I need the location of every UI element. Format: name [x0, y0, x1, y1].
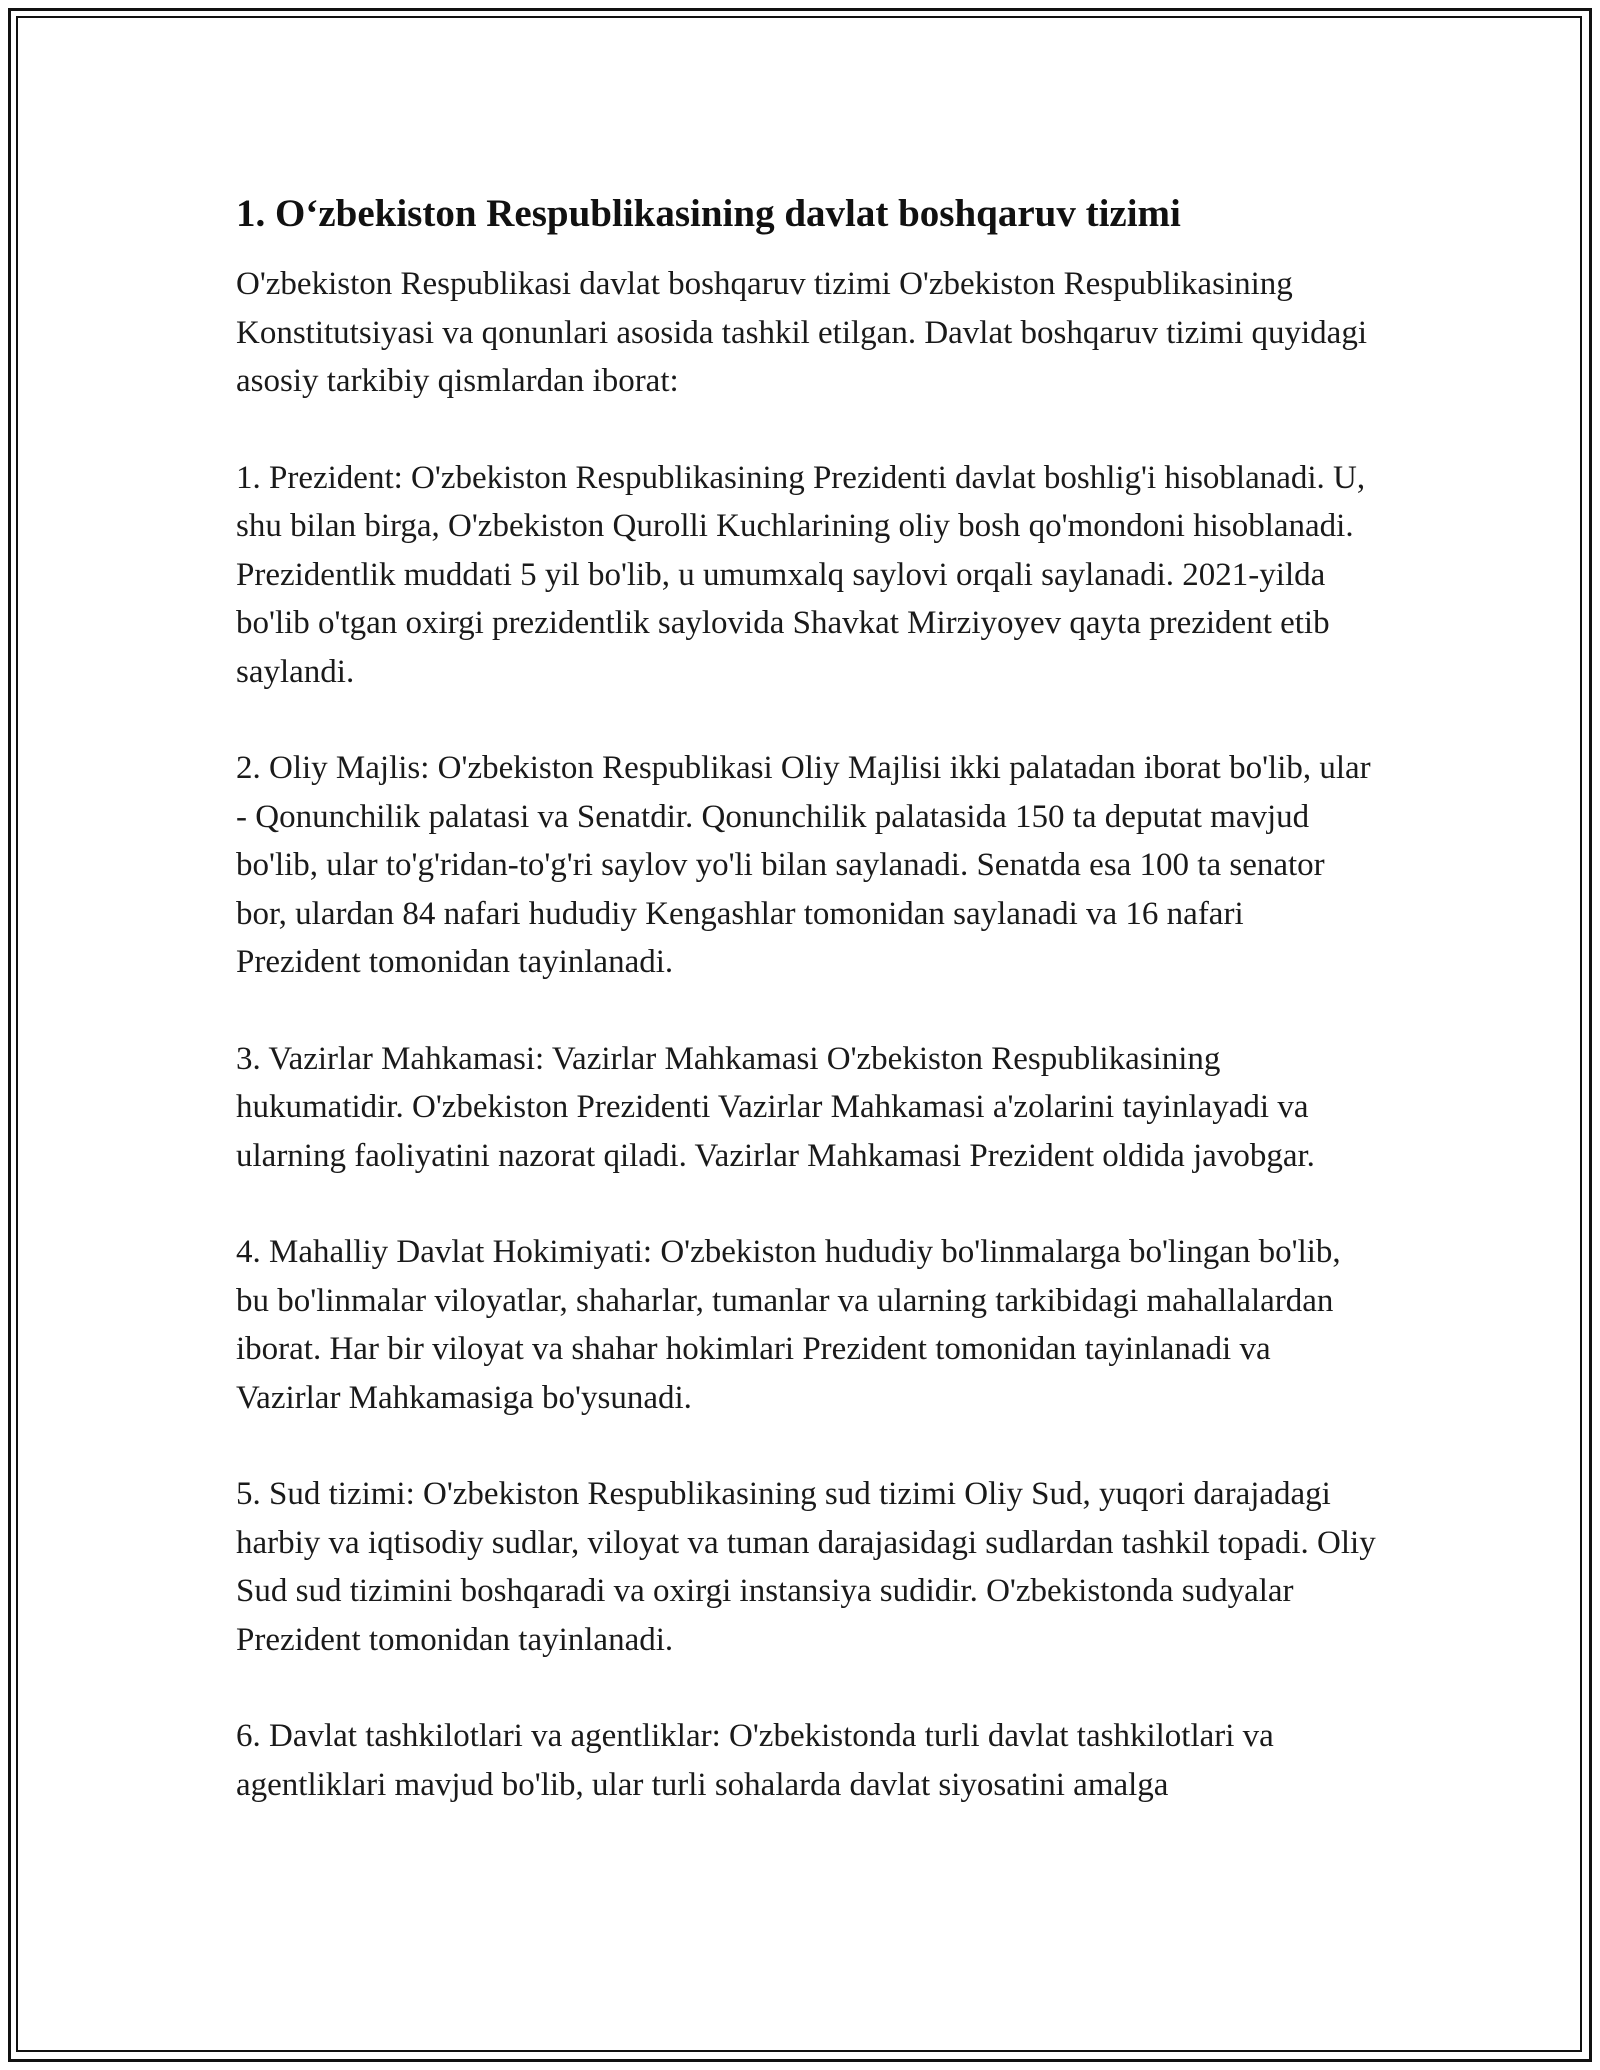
document-body: [236, 188, 1376, 1857]
paragraph-davlat-tashkilotlari: 6. Davlat tashkilotlari va agentliklar: O'zbekistonda turli davlat tashkilotlari va agentliklari mavjud bo'lib, ular turli sohalarda davlat siyosatini amalga: [236, 1718, 1274, 1803]
paragraph-sud-tizimi: 5. Sud tizimi: O'zbekiston Respublikasining sud tizimi Oliy Sud, yuqori darajadagi harbiy va iqtisodiy sudlar, viloyat va tuman darajasidagi sudlardan tashkil topadi. Oliy Sud sud tizimini boshqaradi va oxirgi instansiya sudidir. O'zbekistonda sudyalar Prezident tomonidan tayinlanadi.: [236, 1476, 1376, 1658]
paragraph-vazirlar-mahkamasi: 3. Vazirlar Mahkamasi: Vazirlar Mahkamasi O'zbekiston Respublikasining hukumatidir. O'zbekiston Prezidenti Vazirlar Mahkamasi a'zolarini tayinlayadi va ularning faoliyatini nazorat qiladi. Vazirlar Mahkamasi Prezident oldida javobgar.: [236, 1040, 1315, 1174]
paragraph-oliy-majlis: 2. Oliy Majlis: O'zbekiston Respublikasi Oliy Majlisi ikki palatadan iborat bo'lib, ular - Qonunchilik palatasi va Senatdir. Qonunchilik palatasida 150 ta deputat mavjud bo'lib, ular to'g'ridan-to'g'ri saylov yo'li bilan saylanadi. Senatda esa 100 ta senator bor, ulardan 84 nafari hududiy Kengashlar tomonidan saylanadi va 16 nafari Prezident tomonidan tayinlanadi.: [236, 750, 1371, 980]
intro-paragraph: O'zbekiston Respublikasi davlat boshqaruv tizimi O'zbekiston Respublikasining Konstitutsiyasi va qonunlari asosida tashkil etilgan. Davlat boshqaruv tizimi quyidagi asosiy tarkibiy qismlardan iborat:: [236, 266, 1367, 399]
paragraph-president: 1. Prezident: O'zbekiston Respublikasining Prezidenti davlat boshlig'i hisoblanadi. U, shu bilan birga, O'zbekiston Qurolli Kuchlarining oliy bosh qo'mondoni hisoblanadi. Prezidentlik muddati 5 yil bo'lib, u umumxalq saylovi orqali saylanadi. 2021-yilda bo'lib o'tgan oxirgi prezidentlik saylovida Shavkat Mirziyoyev qayta prezident etib saylandi.: [236, 459, 1366, 690]
section-heading: 1. O‘zbekiston Respublikasining davlat boshqaruv tizimi: [236, 192, 1181, 235]
paragraph-mahalliy-hokimiyat: 4. Mahalliy Davlat Hokimiyati: O'zbekiston hududiy bo'linmalarga bo'lingan bo'lib, bu bo'linmalar viloyatlar, shaharlar, tumanlar va ularning tarkibidagi mahallalardan iborat. Har bir viloyat va shahar hokimlari Prezident tomonidan tayinlanadi va Vazirlar Mahkamasiga bo'ysunadi.: [236, 1234, 1341, 1416]
